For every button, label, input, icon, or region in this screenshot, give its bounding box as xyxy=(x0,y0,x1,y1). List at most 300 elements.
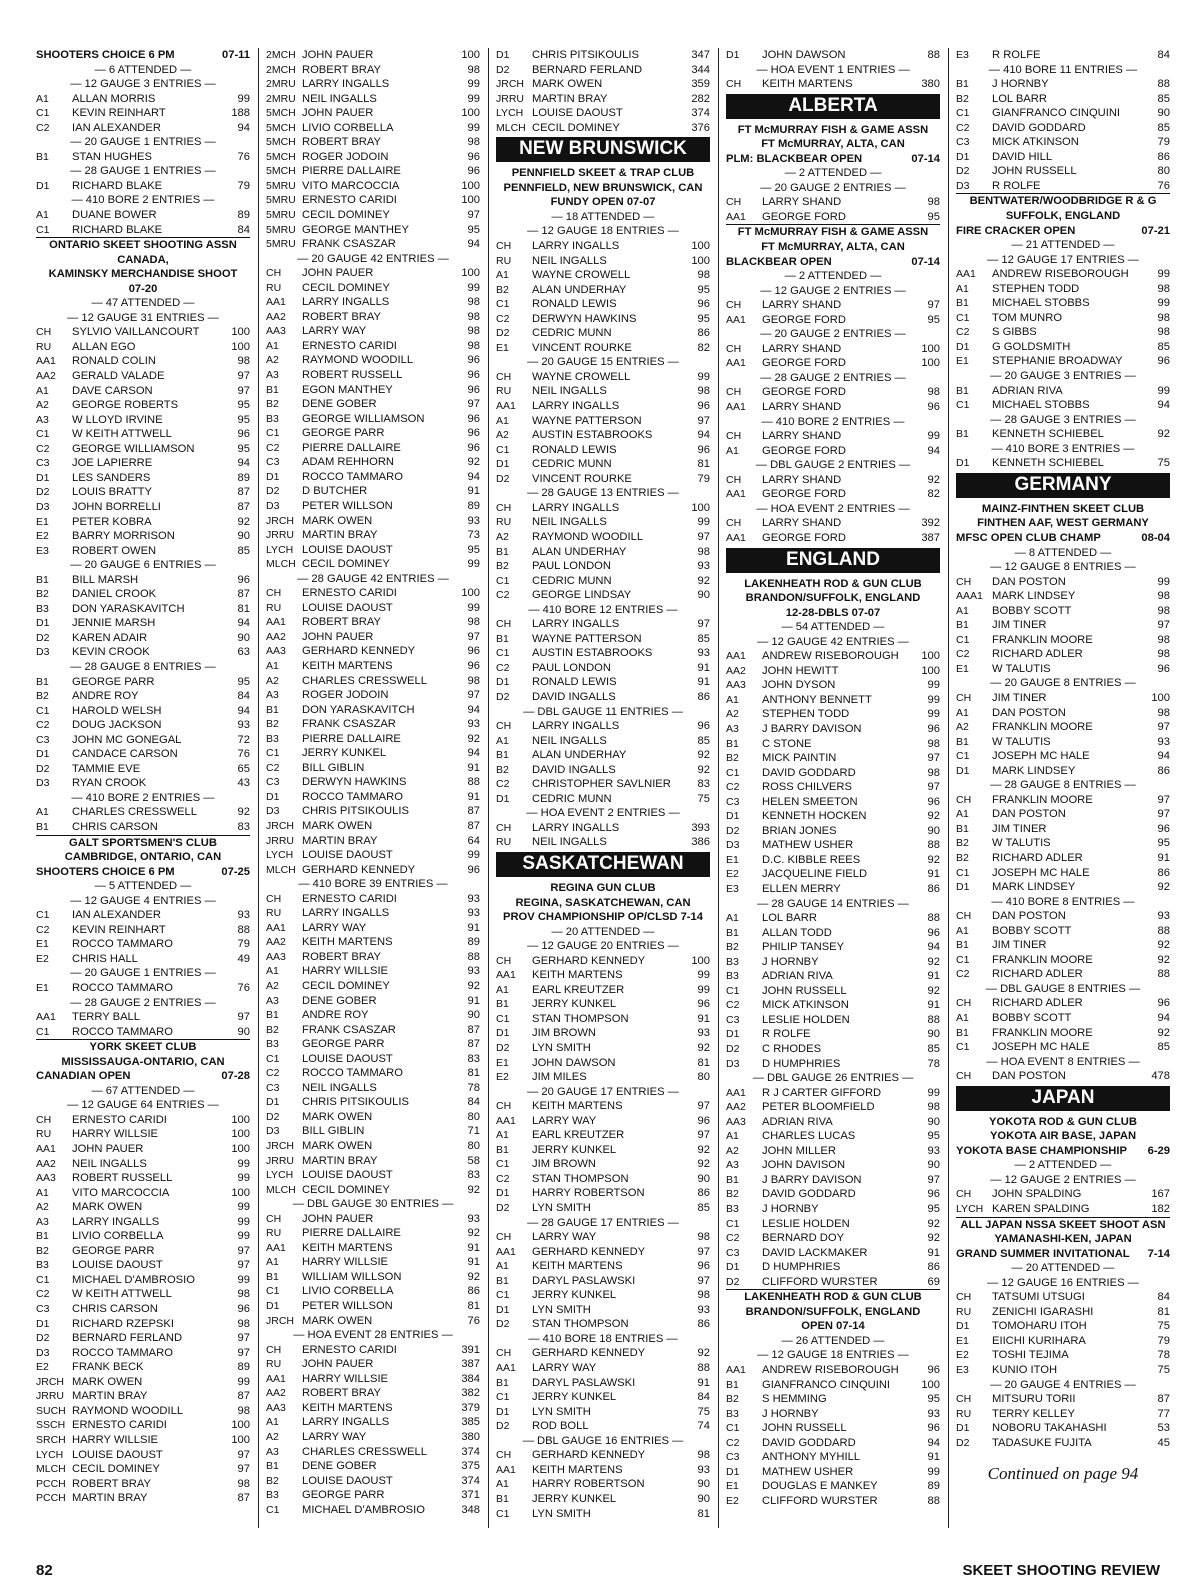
class-code: AA2 xyxy=(36,370,56,383)
score: 98 xyxy=(697,1289,710,1302)
shoot-date: 07-14 xyxy=(911,152,940,165)
page-number: 82 xyxy=(36,1562,53,1579)
score: 97 xyxy=(237,1332,250,1345)
shooter-name: R ROLFE xyxy=(992,49,1041,61)
event-line: — 28 GAUGE 2 ENTRIES — xyxy=(760,371,906,384)
shooter-name: ROBERT RUSSELL xyxy=(302,369,403,382)
result-row xyxy=(266,1154,480,1169)
score: 92 xyxy=(697,1143,710,1156)
event-line: — 67 ATTENDED — xyxy=(91,1084,195,1097)
result-row xyxy=(726,1378,940,1393)
score: 93 xyxy=(1157,910,1170,923)
club-line: YOKOTA ROD & GUN CLUB xyxy=(989,1115,1137,1128)
result-row xyxy=(726,487,940,502)
result-row xyxy=(266,1139,480,1154)
score: 81 xyxy=(467,1300,480,1313)
class-code: C1 xyxy=(956,633,970,646)
result-row xyxy=(266,1270,480,1285)
score: 97 xyxy=(467,398,480,411)
class-code: C3 xyxy=(36,457,50,470)
result-row xyxy=(36,602,250,617)
result-row xyxy=(36,1200,250,1215)
shooter-name: JOHN PAUER xyxy=(302,630,374,643)
score: 99 xyxy=(927,1086,940,1099)
result-row xyxy=(956,851,1170,866)
score: 92 xyxy=(697,1042,710,1054)
shooter-name: DARYL PASLAWSKI xyxy=(532,1274,636,1287)
result-row xyxy=(956,1069,1170,1084)
shooter-name: RONALD LEWIS xyxy=(532,676,617,689)
result-row xyxy=(496,748,710,763)
class-code: LYCH xyxy=(956,1203,984,1216)
club-header xyxy=(726,225,940,254)
result-row xyxy=(726,853,940,868)
class-code: C2 xyxy=(496,778,510,791)
result-row xyxy=(956,325,1170,340)
shooter-name: CHRIS PITSIKOULIS xyxy=(302,805,409,818)
shooter-name: BERNARD FERLAND xyxy=(72,1332,183,1345)
class-code: D1 xyxy=(36,1317,50,1330)
score: 96 xyxy=(467,441,480,454)
shoot-title: SHOOTERS CHOICE 6 PM xyxy=(36,49,175,61)
result-row xyxy=(266,499,480,514)
class-code: C1 xyxy=(266,427,280,440)
result-row xyxy=(726,1187,940,1202)
event-line: — 2 ATTENDED — xyxy=(784,270,882,283)
class-code: B2 xyxy=(726,941,739,954)
class-code: C2 xyxy=(266,441,280,454)
shooter-name: ANDREW RISEBOROUGH xyxy=(762,650,899,663)
club-header xyxy=(956,531,1170,546)
result-row xyxy=(726,984,940,999)
result-row xyxy=(36,442,250,457)
result-row xyxy=(726,1246,940,1261)
class-code: D3 xyxy=(36,646,50,659)
class-code: CH xyxy=(496,370,512,383)
result-row xyxy=(956,604,1170,619)
score: 392 xyxy=(921,517,940,530)
shooter-name: DERWYN HAWKINS xyxy=(532,312,637,325)
class-code: SRCH xyxy=(36,1433,66,1446)
shooter-name: J BARRY DAVISON xyxy=(762,722,862,735)
score: 86 xyxy=(1157,764,1170,777)
class-code: A1 xyxy=(496,269,509,282)
score: 80 xyxy=(467,1140,480,1153)
score: 99 xyxy=(237,1172,250,1185)
shooter-name: JIM MILES xyxy=(532,1071,587,1084)
score: 382 xyxy=(461,1387,480,1400)
score: 86 xyxy=(697,1187,710,1200)
club-header xyxy=(36,1040,250,1069)
score: 85 xyxy=(697,734,710,747)
class-code: C2 xyxy=(496,312,510,325)
shooter-name: TERRY KELLEY xyxy=(992,1407,1075,1420)
result-row xyxy=(36,616,250,631)
class-code: A1 xyxy=(496,983,509,996)
class-code: C3 xyxy=(266,456,280,469)
class-code: A1 xyxy=(956,604,969,617)
result-row xyxy=(36,631,250,646)
score: 99 xyxy=(697,370,710,383)
shooter-name: TOMOHARU ITOH xyxy=(992,1320,1087,1333)
score: 348 xyxy=(461,1503,480,1516)
class-code: A3 xyxy=(36,1215,49,1228)
result-row xyxy=(496,1303,710,1318)
score: 96 xyxy=(927,722,940,735)
result-row xyxy=(266,1110,480,1125)
shooter-name: JOHN HEWITT xyxy=(762,664,839,677)
shooter-name: MITSURU TORII xyxy=(992,1393,1076,1406)
class-code: CH xyxy=(496,240,512,253)
class-code: D1 xyxy=(36,179,50,192)
class-code: E2 xyxy=(36,1361,49,1374)
event-line: — 28 GAUGE 14 ENTRIES — xyxy=(757,897,909,910)
score: 92 xyxy=(927,473,940,486)
shooter-name: MICK PAINTIN xyxy=(762,752,837,765)
result-row xyxy=(956,354,1170,369)
event-line: — 2 ATTENDED — xyxy=(784,167,882,180)
class-code: B1 xyxy=(266,383,279,396)
class-code: CH xyxy=(726,430,742,443)
club-line: CAMBRIDGE, ONTARIO, CAN xyxy=(64,851,222,864)
club-header xyxy=(726,577,940,621)
class-code: B2 xyxy=(726,1188,739,1201)
class-code: D1 xyxy=(496,1027,510,1040)
shooter-name: GIANFRANCO CINQUINI xyxy=(992,107,1121,120)
shooter-name: EGON MANTHEY xyxy=(302,383,393,396)
shooter-name: CEDRIC MUNN xyxy=(532,574,612,587)
score: 96 xyxy=(467,369,480,382)
class-code: D1 xyxy=(496,792,510,805)
shooter-name: R J CARTER GIFFORD xyxy=(762,1086,882,1099)
result-row xyxy=(956,1421,1170,1436)
result-row xyxy=(266,892,480,907)
result-row xyxy=(726,516,940,531)
result-row xyxy=(726,1436,940,1451)
shooter-name: ROCCO TAMMARO xyxy=(302,790,403,803)
score: 91 xyxy=(467,761,480,774)
score: 93 xyxy=(697,1463,710,1476)
score: 95 xyxy=(927,210,940,223)
score: 93 xyxy=(697,1027,710,1040)
shooter-name: LARRY INGALLS xyxy=(532,720,620,733)
continued-note: Continued on page 94 xyxy=(987,1464,1139,1484)
shooter-name: DAN POSTON xyxy=(992,706,1066,719)
shooter-name: DAVID LACKMAKER xyxy=(762,1246,868,1259)
score: 393 xyxy=(691,821,710,834)
shooter-name: W TALUTIS xyxy=(992,837,1051,850)
shooter-name: GERHARD KENNEDY xyxy=(532,954,646,967)
shooter-name: ROCCO TAMMARO xyxy=(302,470,403,483)
class-code: MLCH xyxy=(36,1463,66,1476)
score: 88 xyxy=(927,912,940,925)
class-code: D2 xyxy=(956,1436,970,1449)
shoot-title-line xyxy=(956,531,1170,546)
class-code: D3 xyxy=(36,1346,50,1359)
class-code: SUCH xyxy=(36,1404,66,1417)
score: 100 xyxy=(461,587,480,600)
result-row xyxy=(956,179,1170,195)
shooter-name: DAN POSTON xyxy=(992,910,1066,923)
score: 96 xyxy=(1157,355,1170,368)
region-banner: ALBERTA xyxy=(726,94,940,119)
shoot-date: 07-25 xyxy=(221,865,250,878)
result-row xyxy=(266,1430,480,1445)
shooter-name: TOM MUNRO xyxy=(992,311,1063,324)
event-line: — 12 GAUGE 31 ENTRIES — xyxy=(67,311,219,324)
column-divider xyxy=(488,48,489,1528)
result-row xyxy=(496,1376,710,1391)
score: 92 xyxy=(927,853,940,866)
class-code: C1 xyxy=(496,1012,510,1025)
shoot-title-line xyxy=(36,865,250,880)
class-code: A1 xyxy=(36,209,49,222)
score: 98 xyxy=(237,1477,250,1490)
score: 87 xyxy=(237,486,250,499)
class-code: C2 xyxy=(496,661,510,674)
result-row xyxy=(36,1331,250,1346)
result-row xyxy=(266,906,480,921)
shooter-name: ANDREW RISEBOROUGH xyxy=(762,1364,899,1377)
score: 89 xyxy=(237,471,250,484)
shoot-title: BLACKBEAR OPEN xyxy=(726,255,832,268)
result-row xyxy=(726,969,940,984)
score: 86 xyxy=(467,1285,480,1298)
shoot-title-line xyxy=(956,1247,1170,1262)
score: 95 xyxy=(467,543,480,556)
shooter-name: LYN SMITH xyxy=(532,1303,591,1316)
column-3 xyxy=(496,48,710,1521)
result-row xyxy=(266,1372,480,1387)
class-code: D1 xyxy=(36,471,50,484)
result-row xyxy=(266,1445,480,1460)
club-line: BRANDON/SUFFOLK, ENGLAND xyxy=(745,592,921,605)
class-code: AA1 xyxy=(496,1114,516,1127)
class-code: AA1 xyxy=(726,1364,746,1377)
score: 98 xyxy=(1157,706,1170,719)
score: 97 xyxy=(237,1346,250,1359)
result-row xyxy=(496,1172,710,1187)
class-code: A3 xyxy=(726,722,739,735)
shooter-name: HELEN SMEETON xyxy=(762,795,858,808)
shooter-name: WAYNE CROWELL xyxy=(532,269,631,282)
shooter-name: KEVIN REINHART xyxy=(72,923,166,936)
class-code: B2 xyxy=(36,1244,49,1257)
shooter-name: CECIL DOMINEY xyxy=(302,558,390,571)
result-row xyxy=(726,1115,940,1130)
result-row xyxy=(36,384,250,399)
club-header xyxy=(956,224,1170,239)
shooter-name: NEIL INGALLS xyxy=(532,254,607,267)
score: 97 xyxy=(927,299,940,312)
class-code: SSCH xyxy=(36,1419,66,1432)
shooter-name: DON YARASKAVITCH xyxy=(72,602,185,615)
score: 81 xyxy=(697,458,710,471)
score: 99 xyxy=(467,78,480,91)
score: 91 xyxy=(927,999,940,1012)
result-row xyxy=(266,455,480,470)
result-row xyxy=(266,834,480,849)
score: 97 xyxy=(1157,721,1170,734)
results-columns xyxy=(36,48,1170,1528)
shooter-name: MARK OWEN xyxy=(72,1201,143,1214)
score: 96 xyxy=(1157,822,1170,835)
shooter-name: ALLAN TODD xyxy=(762,926,832,939)
score: 96 xyxy=(467,383,480,396)
score: 90 xyxy=(927,1159,940,1172)
class-code: RU xyxy=(496,836,512,849)
score: 98 xyxy=(237,1404,250,1417)
club-line: YAMANASHI-KEN, JAPAN xyxy=(994,1233,1132,1246)
shooter-name: KEITH MARTENS xyxy=(532,1100,623,1113)
result-row xyxy=(266,775,480,790)
shooter-name: MICHAEL D'AMBROSIO xyxy=(302,1503,425,1516)
score: 100 xyxy=(691,954,710,967)
score: 96 xyxy=(697,1260,710,1273)
result-row xyxy=(726,531,940,546)
shooter-name: ADAM REHHORN xyxy=(302,456,394,469)
result-row xyxy=(36,733,250,748)
class-code: C1 xyxy=(266,1285,280,1298)
class-code: E3 xyxy=(726,882,739,895)
result-row xyxy=(266,1488,480,1503)
score: 88 xyxy=(1157,78,1170,91)
class-code: RU xyxy=(36,1128,52,1141)
shooter-name: ROBERT BRAY xyxy=(302,950,381,963)
shooter-name: KEITH MARTENS xyxy=(532,1463,623,1476)
class-code: MLCH xyxy=(266,558,296,571)
shooter-name: HAROLD WELSH xyxy=(72,704,162,717)
score: 93 xyxy=(697,1303,710,1316)
shooter-name: GEORGE FORD xyxy=(762,386,846,399)
score: 91 xyxy=(697,1012,710,1025)
result-row xyxy=(36,340,250,355)
score: 97 xyxy=(467,630,480,643)
result-row xyxy=(956,1187,1170,1202)
result-row xyxy=(36,1025,250,1041)
score: 98 xyxy=(467,296,480,309)
shooter-name: KEITH MARTENS xyxy=(532,1260,623,1273)
score: 88 xyxy=(1157,924,1170,937)
class-code: D3 xyxy=(36,500,50,513)
class-code: B3 xyxy=(266,412,279,425)
shooter-name: C STONE xyxy=(762,737,812,750)
class-code: C2 xyxy=(726,781,740,794)
shooter-name: LARRY INGALLS xyxy=(532,240,620,253)
result-row xyxy=(956,267,1170,282)
shooter-name: STEPHEN TODD xyxy=(992,282,1080,295)
score: 98 xyxy=(467,616,480,629)
class-code: CH xyxy=(266,267,282,280)
shoot-date: 7-14 xyxy=(1147,1247,1170,1260)
result-row xyxy=(496,997,710,1012)
result-row xyxy=(266,179,480,194)
class-code: E1 xyxy=(496,1056,509,1069)
score: 100 xyxy=(461,107,480,120)
result-row xyxy=(266,353,480,368)
shooter-name: ROBERT BRAY xyxy=(302,1387,381,1400)
event-line: — 410 BORE 2 ENTRIES — xyxy=(761,415,905,428)
result-row xyxy=(266,383,480,398)
score: 92 xyxy=(927,984,940,997)
score: 94 xyxy=(927,444,940,457)
class-code: 5MCH xyxy=(266,121,296,134)
score: 98 xyxy=(697,269,710,282)
result-row xyxy=(36,1113,250,1128)
score: 76 xyxy=(237,982,250,994)
result-row xyxy=(956,938,1170,953)
class-code: A1 xyxy=(266,1416,279,1429)
result-row xyxy=(266,586,480,601)
shooter-name: ANTHONY MYHILL xyxy=(762,1451,861,1464)
class-code: D1 xyxy=(496,1405,510,1418)
shooter-name: VITO MARCOCCIA xyxy=(72,1186,170,1199)
shooter-name: VINCENT ROURKE xyxy=(532,472,632,485)
result-row xyxy=(726,1392,940,1407)
club-line: REGINA GUN CLUB xyxy=(550,881,656,894)
event-line: — HOA EVENT 28 ENTRIES — xyxy=(293,1329,453,1342)
result-row xyxy=(496,1477,710,1492)
class-code: D3 xyxy=(36,777,50,790)
class-code: C2 xyxy=(956,648,970,661)
class-code: AA3 xyxy=(266,1401,286,1414)
class-code: D2 xyxy=(496,63,510,76)
shooter-name: LESLIE HOLDEN xyxy=(762,1217,850,1230)
result-row xyxy=(956,618,1170,633)
shooter-name: LARRY INGALLS xyxy=(532,400,620,413)
result-row xyxy=(266,514,480,529)
score: 90 xyxy=(697,1172,710,1185)
result-row xyxy=(726,737,940,752)
class-code: A2 xyxy=(956,721,969,734)
class-code: C3 xyxy=(726,795,740,808)
shooter-name: KEITH MARTENS xyxy=(302,936,393,949)
shooter-name: MARTIN BRAY xyxy=(302,1154,378,1167)
result-row xyxy=(266,863,480,878)
result-row xyxy=(496,1419,710,1434)
result-row xyxy=(496,121,710,136)
class-code: B1 xyxy=(36,820,49,833)
score: 96 xyxy=(467,645,480,658)
score: 99 xyxy=(1157,575,1170,588)
shooter-name: DON YARASKAVITCH xyxy=(302,703,415,716)
score: 391 xyxy=(461,1343,480,1356)
class-code: B1 xyxy=(36,150,49,163)
class-code: A2 xyxy=(36,1201,49,1214)
score: 96 xyxy=(1157,662,1170,675)
score: 100 xyxy=(921,357,940,370)
score: 86 xyxy=(1157,866,1170,879)
class-code: B1 xyxy=(956,735,969,748)
score: 380 xyxy=(921,78,940,91)
result-row xyxy=(496,661,710,676)
class-code: C1 xyxy=(36,909,50,922)
score: 88 xyxy=(1157,968,1170,981)
score: 90 xyxy=(927,824,940,837)
result-row xyxy=(266,1037,480,1052)
result-row xyxy=(496,530,710,545)
class-code: RU xyxy=(496,254,512,267)
class-code: B2 xyxy=(36,588,49,601)
result-row xyxy=(956,822,1170,837)
class-code: C3 xyxy=(266,776,280,789)
shooter-name: LOUISE DAOUST xyxy=(302,1474,393,1487)
score: 92 xyxy=(467,980,480,992)
class-code: AA1 xyxy=(36,355,56,368)
result-row xyxy=(956,691,1170,706)
class-code: A1 xyxy=(36,806,49,819)
score: 98 xyxy=(467,63,480,76)
